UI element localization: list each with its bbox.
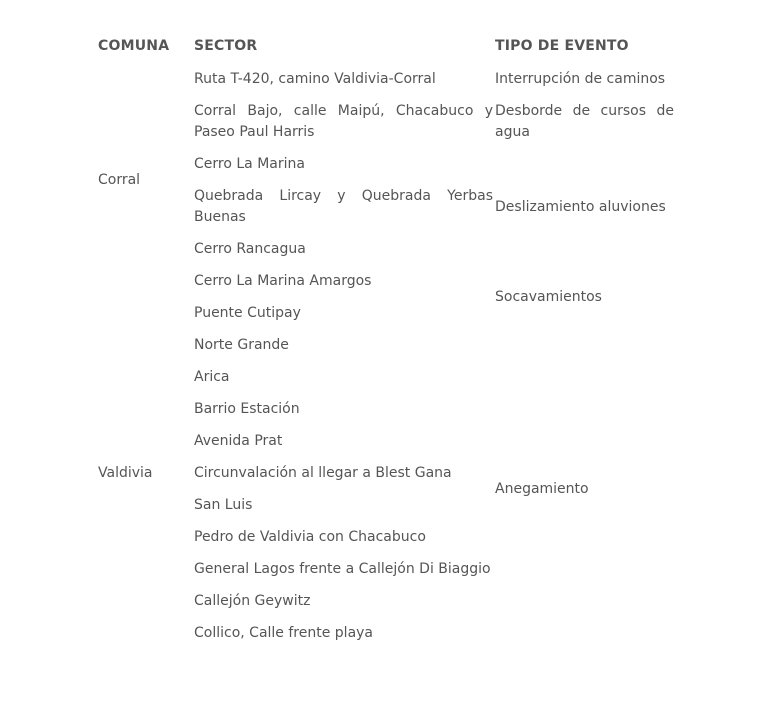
header-comuna: COMUNA (98, 38, 170, 54)
sector-cell: General Lagos frente a Callejón Di Biaggio (194, 561, 491, 577)
sector-cell: Puente Cutipay (194, 305, 301, 321)
header-tipo-evento: TIPO DE EVENTO (495, 38, 629, 54)
table-row (96, 69, 674, 101)
sector-cell: Quebrada Lircay y Quebrada Yerbas Buenas (194, 188, 493, 225)
sector-cell: Avenida Prat (194, 433, 283, 449)
table-header-row (96, 34, 674, 69)
sector-cell: Cerro La Marina (194, 156, 305, 172)
event-type-cell: Interrupción de caminos (495, 71, 666, 87)
sector-cell: San Luis (194, 497, 253, 513)
sector-cell: Collico, Calle frente playa (194, 625, 374, 641)
sector-cell: Arica (194, 369, 230, 385)
comuna-cell: Corral (98, 172, 141, 188)
sector-cell: Norte Grande (194, 337, 289, 353)
sector-cell: Corral Bajo, calle Maipú, Chacabuco y Paseo Paul Harris (194, 103, 493, 140)
event-type-cell: Desborde de cursos de agua (495, 103, 674, 140)
sector-cell: Cerro La Marina Amargos (194, 273, 372, 289)
event-type-cell: Anegamiento (495, 481, 589, 497)
sector-cell: Ruta T-420, camino Valdivia-Corral (194, 71, 436, 87)
event-type-cell: Socavamientos (495, 289, 602, 305)
sector-cell: Barrio Estación (194, 401, 300, 417)
sector-cell: Callejón Geywitz (194, 593, 311, 609)
comuna-cell: Valdivia (98, 465, 153, 481)
sector-cell: Pedro de Valdivia con Chacabuco (194, 529, 426, 545)
sector-cell: Cerro Rancagua (194, 241, 306, 257)
events-table (96, 34, 674, 655)
sector-cell: Circunvalación al llegar a Blest Gana (194, 465, 452, 481)
event-type-cell: Deslizamiento aluviones (495, 198, 666, 215)
header-sector: SECTOR (194, 38, 258, 54)
